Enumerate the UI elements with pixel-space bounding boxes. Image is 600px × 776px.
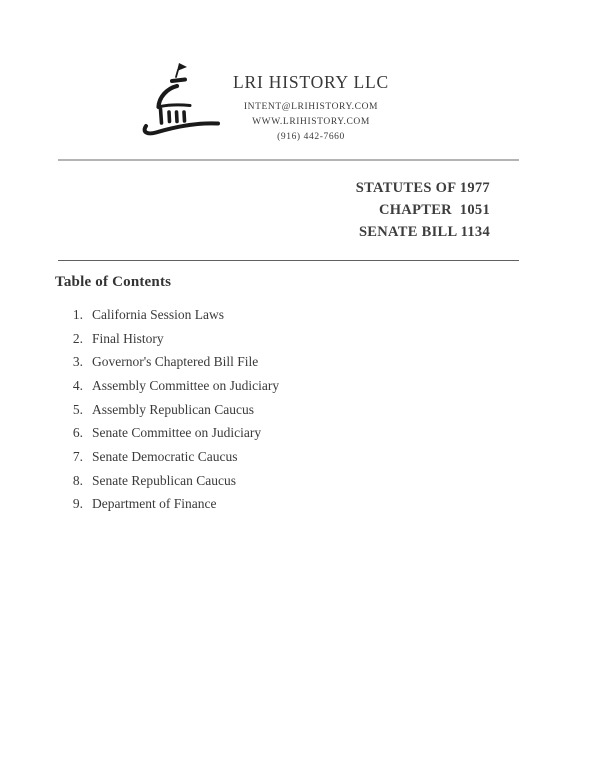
bill-reference xyxy=(356,177,490,243)
toc-item-label: Assembly Committee on Judiciary xyxy=(92,377,280,393)
toc-item xyxy=(68,493,279,517)
statutes-line: STATUTES OF 1977 xyxy=(355,180,490,196)
toc-item xyxy=(68,421,279,445)
chapter-line: CHAPTER 1051 xyxy=(378,202,490,218)
company-website: WWW.LRIHISTORY.COM xyxy=(252,117,370,127)
letterhead xyxy=(222,72,400,145)
toc-item xyxy=(68,445,279,469)
toc-item xyxy=(68,398,279,422)
toc-item-number: 3. xyxy=(72,354,83,370)
toc-item-label: Department of Finance xyxy=(92,496,217,512)
toc-item-label: Final History xyxy=(92,330,164,346)
company-email: INTENT@LRIHISTORY.COM xyxy=(243,102,379,112)
toc-item-number: 9. xyxy=(72,496,83,512)
toc-item-number: 1. xyxy=(72,306,83,322)
toc-item xyxy=(68,303,279,327)
toc-item-label: Governor's Chaptered Bill File xyxy=(92,354,259,370)
toc-item-number: 6. xyxy=(72,425,83,441)
senate-bill-line: SENATE BILL 1134 xyxy=(358,224,490,240)
toc-item xyxy=(68,469,279,493)
toc-item-number: 8. xyxy=(72,472,83,488)
capitol-dome-logo xyxy=(139,60,225,142)
toc-item-number: 5. xyxy=(72,401,83,417)
toc-item xyxy=(68,350,279,374)
toc-item-label: Assembly Republican Caucus xyxy=(92,401,254,417)
toc-title: Table of Contents xyxy=(55,274,172,290)
toc-item-label: California Session Laws xyxy=(92,306,224,322)
toc-item-label: Senate Republican Caucus xyxy=(92,472,236,488)
toc-list xyxy=(68,303,279,516)
divider-top xyxy=(58,159,519,161)
toc-item-label: Senate Democratic Caucus xyxy=(92,448,238,464)
divider-bottom xyxy=(58,260,519,261)
toc-item-label: Senate Committee on Judiciary xyxy=(92,425,262,441)
toc-item xyxy=(68,374,279,398)
company-phone: (916) 442-7660 xyxy=(277,132,345,142)
toc-item-number: 7. xyxy=(72,448,83,464)
toc-item-number: 4. xyxy=(72,377,83,393)
toc-item xyxy=(68,327,279,351)
toc-item-number: 2. xyxy=(72,330,83,346)
company-name: LRI HISTORY LLC xyxy=(233,72,389,92)
